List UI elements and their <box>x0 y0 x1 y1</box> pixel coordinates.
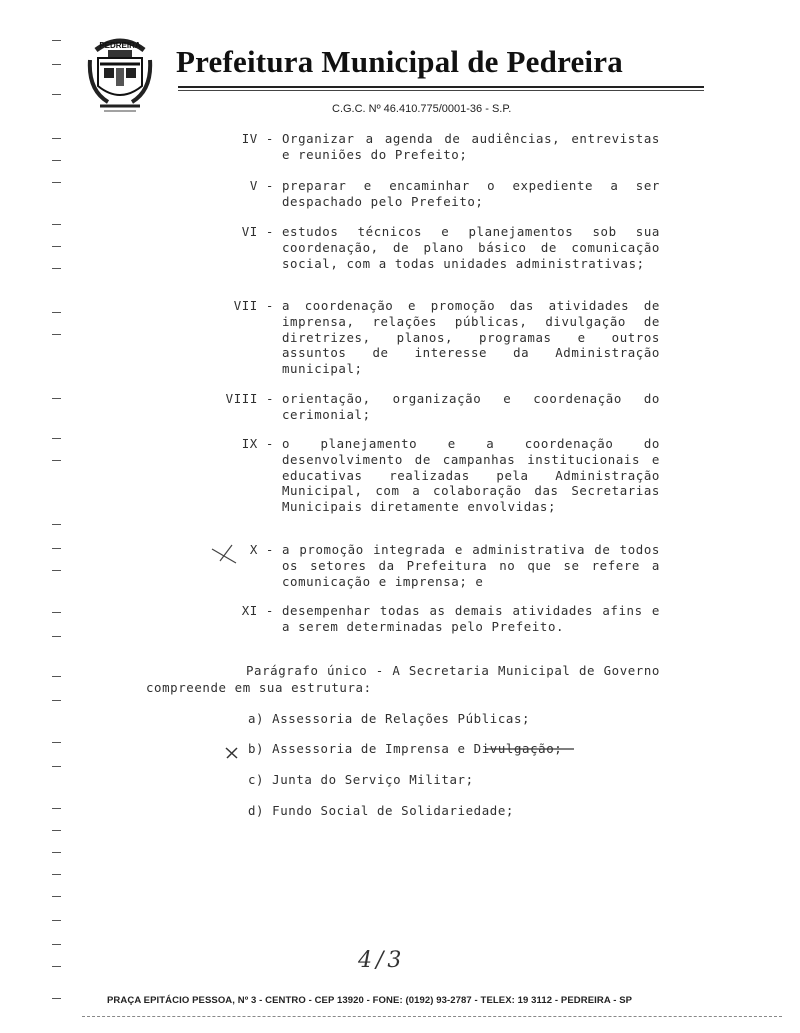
item-number: IX - <box>241 436 274 451</box>
item-number: IV - <box>241 131 274 146</box>
item-text: a coordenação e promoção das atividades de imprensa, relações públicas, divulgação de diretrizes, planos, programas e outros assuntos de interesse da Administração municipal; <box>282 298 660 377</box>
item-text: desempenhar todas as demais atividades afins e a serem determinadas pelo Prefeito. <box>282 603 660 634</box>
subitem-c: c) Junta do Serviço Militar; <box>248 772 474 787</box>
logo-banner-text: PEDREIRA <box>99 41 141 50</box>
item-text: preparar e encaminhar o expediente a ser despachado pelo Prefeito; <box>282 178 660 209</box>
item-number: VIII - <box>225 391 274 406</box>
subitem-b: b) Assessoria de Imprensa e Divulgação; <box>248 741 563 756</box>
handwritten-check-x-b <box>224 745 240 761</box>
item-text: Organizar a agenda de audiências, entrevistas e reuniões do Prefeito; <box>282 131 660 162</box>
item-number: VI - <box>241 224 274 239</box>
item-text: estudos técnicos e planejamentos sob sua coordenação, de plano básico de comunicação social, com a todas unidades administrativas; <box>282 224 660 271</box>
footer-address: PRAÇA EPITÁCIO PESSOA, Nº 3 - CENTRO - CEP 13920 - FONE: (0192) 93-2787 - TELEX: 19 3112 - PEDREIRA - SP <box>107 995 633 1006</box>
item-text: o planejamento e a coordenação do desenvolvimento de campanhas institucionais e educativas realizadas pela Administração Municipal, com a colaboração das Secretarias Municipais diretamente envolvidas; <box>282 436 660 515</box>
item-number: V - <box>249 178 274 193</box>
item-text: orientação, organização e coordenação do cerimonial; <box>282 391 660 422</box>
subitem-a: a) Assessoria de Relações Públicas; <box>248 711 531 726</box>
cgc-registration: C.G.C. Nº 46.410.775/0001-36 - S.P. <box>332 103 512 115</box>
item-number: X - <box>249 542 274 557</box>
handwritten-check-x <box>210 543 240 567</box>
page-title: Prefeitura Municipal de Pedreira <box>176 44 623 79</box>
subitem-d: d) Fundo Social de Solidariedade; <box>248 803 514 818</box>
item-number: VII - <box>233 298 274 313</box>
handwritten-page-mark: 4/3 <box>358 948 406 973</box>
footer-divider <box>82 1016 782 1018</box>
paragraph-unico: Parágrafo único - A Secretaria Municipal de Governo compreende em sua estrutura: <box>146 663 660 695</box>
item-number: XI - <box>241 603 274 618</box>
item-text: a promoção integrada e administrativa de todos os setores da Prefeitura no que se refere a comunicação e imprensa; e <box>282 542 660 589</box>
handwritten-strike <box>484 744 576 754</box>
